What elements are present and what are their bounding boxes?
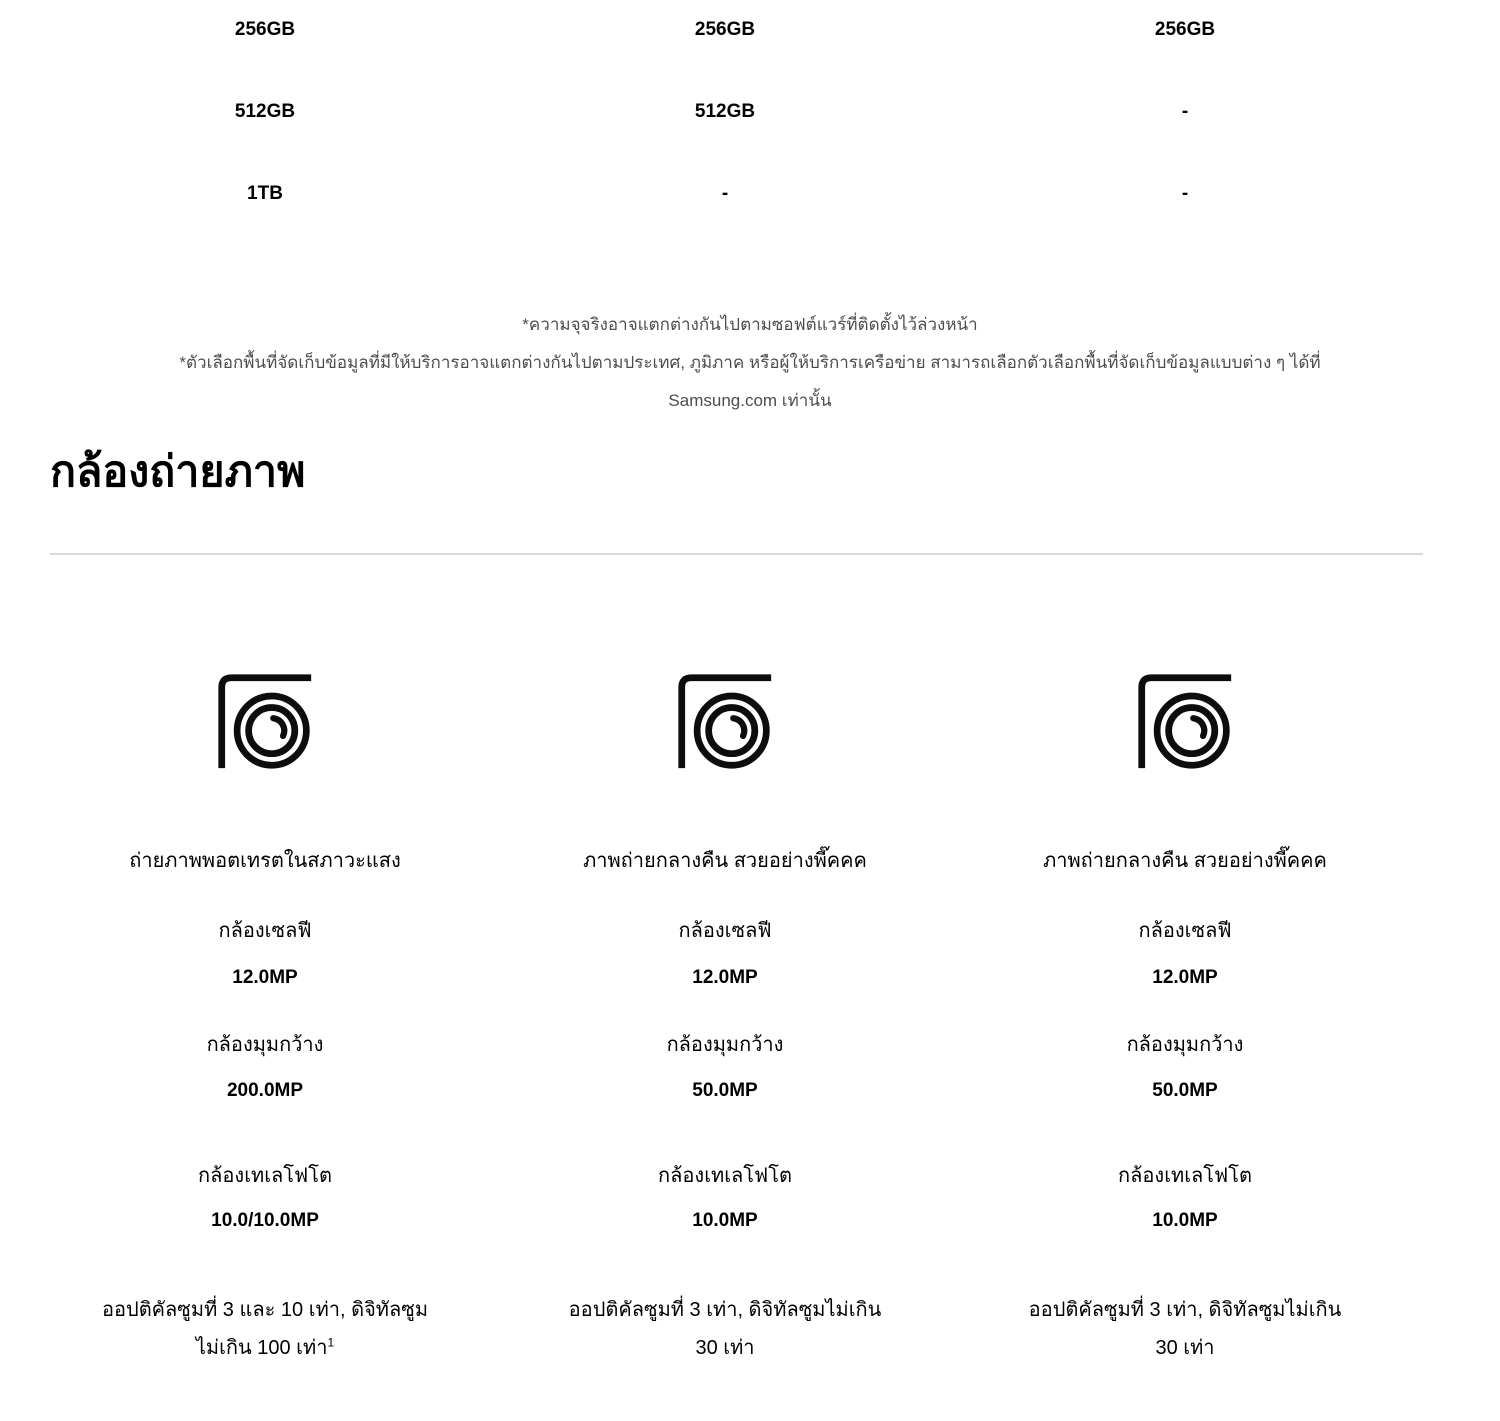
selfie-camera-label: กล้องเซลฟี: [1138, 920, 1232, 942]
tele-camera-value: 10.0MP: [692, 1210, 758, 1231]
wide-camera-value: 50.0MP: [692, 1080, 758, 1101]
wide-camera-value: 50.0MP: [1152, 1080, 1218, 1101]
zoom-spec-line-1: ออปติคัลซูมที่ 3 เท่า, ดิจิทัลซูมไม่เกิน: [1028, 1299, 1342, 1321]
camera-column-3: [955, 669, 1415, 1367]
selfie-camera-value: 12.0MP: [692, 967, 758, 988]
selfie-camera-label: กล้องเซลฟี: [678, 920, 772, 942]
wide-camera-label: กล้องมุมกว้าง: [206, 1034, 324, 1056]
selfie-camera-label: กล้องเซลฟี: [218, 920, 312, 942]
zoom-spec-line-1: ออปติคัลซูมที่ 3 เท่า, ดิจิทัลซูมไม่เกิน: [568, 1299, 882, 1321]
disclaimer-line-1: *ความจุจริงอาจแตกต่างกันไปตามซอฟต์แวร์ที่ติดตั้งไว้ล่วงหน้า: [522, 315, 978, 334]
camera-lens-icon: [215, 669, 315, 773]
storage-option-col1: 512GB: [234, 101, 296, 122]
storage-option-col3: -: [1181, 101, 1189, 122]
zoom-spec-line-1: ออปติคัลซูมที่ 3 และ 10 เท่า, ดิจิทัลซูม: [101, 1299, 429, 1321]
camera-lens-icon: [1135, 669, 1235, 773]
storage-option-col2: -: [721, 183, 729, 204]
camera-column-1: [35, 669, 495, 1367]
zoom-spec: [1029, 1291, 1342, 1367]
storage-options-grid: [35, 0, 1415, 246]
tele-camera-value: 10.0/10.0MP: [211, 1210, 319, 1231]
storage-option-col2: 256GB: [694, 19, 756, 40]
footnote-marker: 1: [327, 1335, 335, 1350]
camera-description: ภาพถ่ายกลางคืน สวยอย่างพี๊คคค: [583, 850, 867, 872]
wide-camera-label: กล้องมุมกว้าง: [666, 1034, 784, 1056]
wide-camera-value: 200.0MP: [226, 1080, 304, 1101]
zoom-spec: [569, 1291, 882, 1367]
tele-camera-value: 10.0MP: [1152, 1210, 1218, 1231]
camera-spec-grid: [35, 669, 1415, 1367]
camera-description: ภาพถ่ายกลางคืน สวยอย่างพี๊คคค: [1043, 850, 1327, 872]
zoom-spec-line-2: ไม่เกิน 100 เท่า: [195, 1337, 328, 1359]
storage-option-col1: 1TB: [247, 183, 283, 204]
tele-camera-label: กล้องเทเลโฟโต: [198, 1165, 332, 1187]
storage-option-col1: 256GB: [234, 19, 296, 40]
storage-option-col3: -: [1181, 183, 1189, 204]
camera-section-title: กล้องถ่ายภาพ: [50, 448, 306, 496]
storage-disclaimer: [0, 306, 1500, 420]
tele-camera-label: กล้องเทเลโฟโต: [658, 1165, 792, 1187]
disclaimer-line-2: *ตัวเลือกพื้นที่จัดเก็บข้อมูลที่มีให้บริการอาจแตกต่างกันไปตามประเทศ, ภูมิภาค หรือผู้ให้บริการเครือข่าย สามารถเลือกตัวเลือกพื้นที่จัดเก็บข้อมูลแบบต่าง ๆ ได้ที่: [179, 353, 1321, 372]
zoom-spec: [102, 1291, 428, 1367]
wide-camera-label: กล้องมุมกว้าง: [1126, 1034, 1244, 1056]
disclaimer-line-3: Samsung.com เท่านั้น: [668, 391, 832, 410]
storage-option-col2: 512GB: [694, 101, 756, 122]
camera-description: ถ่ายภาพพอตเทรตในสภาวะแสง: [129, 850, 401, 872]
selfie-camera-value: 12.0MP: [1152, 967, 1218, 988]
zoom-spec-line-2: 30 เท่า: [1155, 1337, 1215, 1359]
storage-option-col3: 256GB: [1154, 19, 1216, 40]
tele-camera-label: กล้องเทเลโฟโต: [1118, 1165, 1252, 1187]
camera-lens-icon: [675, 669, 775, 773]
camera-column-2: [495, 669, 955, 1367]
zoom-spec-line-2: 30 เท่า: [695, 1337, 755, 1359]
section-divider: [50, 553, 1423, 555]
selfie-camera-value: 12.0MP: [232, 967, 298, 988]
